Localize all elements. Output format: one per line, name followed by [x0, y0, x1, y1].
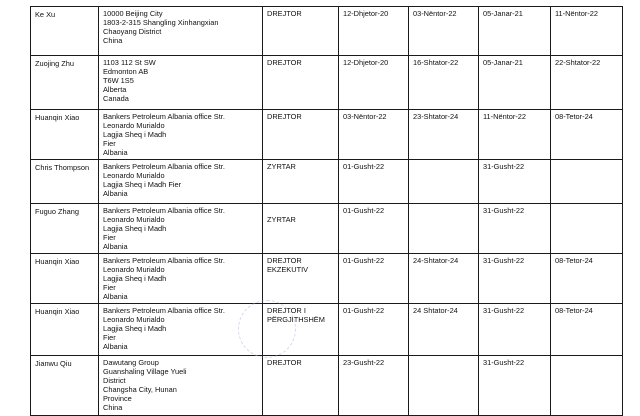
date-cell: 01-Gusht-22	[339, 204, 409, 254]
date-cell	[409, 204, 479, 254]
date-cell	[551, 204, 623, 254]
address-line: China	[103, 36, 123, 45]
address-cell	[99, 204, 263, 254]
date-cell: 31-Gusht-22	[479, 204, 551, 254]
date-cell: 08-Tetor-24	[551, 304, 623, 356]
table-body	[31, 7, 623, 416]
date-cell: 05-Janar-21	[479, 56, 551, 110]
address-line: Fier	[103, 283, 116, 292]
address-line: 1803-2-315 Shangling Xinhangxian	[103, 18, 219, 27]
date-cell: 24-Shtator-24	[409, 254, 479, 304]
position-line: DREJTOR	[267, 112, 302, 121]
date-cell: 08-Tetor-24	[551, 254, 623, 304]
address-line: Fier	[103, 139, 116, 148]
address-line: Bankers Petroleum Albania office Str.	[103, 306, 225, 315]
address-cell	[99, 254, 263, 304]
address-line: Guanshaling Village Yueli	[103, 367, 187, 376]
date-cell: 31-Gusht-22	[479, 254, 551, 304]
date-cell: 11-Nëntor-22	[479, 110, 551, 160]
date-cell: 03-Nëntor-22	[409, 7, 479, 56]
address-cell	[99, 356, 263, 416]
table-row	[31, 356, 623, 416]
address-line: Albania	[103, 148, 128, 157]
date-cell: 23-Gusht-22	[339, 356, 409, 416]
position-line: DREJTOR	[267, 58, 302, 67]
date-cell: 01-Gusht-22	[339, 160, 409, 204]
address-line: Edmonton AB	[103, 67, 149, 76]
position-line	[267, 206, 334, 215]
position-cell	[263, 160, 339, 204]
address-line: Albania	[103, 342, 128, 351]
date-cell: 16-Shtator-22	[409, 56, 479, 110]
date-cell: 12-Dhjetor-20	[339, 7, 409, 56]
address-line: 10000 Beijing City	[103, 9, 163, 18]
address-line: Albania	[103, 242, 128, 251]
address-line: Chaoyang District	[103, 27, 162, 36]
address-cell	[99, 160, 263, 204]
date-cell: 05-Janar-21	[479, 7, 551, 56]
address-cell	[99, 7, 263, 56]
address-line: Province	[103, 394, 132, 403]
position-line: DREJTOR	[267, 256, 302, 265]
position-cell	[263, 7, 339, 56]
address-line: Leonardo Murialdo	[103, 121, 165, 130]
date-cell: 24 Shtator-24	[409, 304, 479, 356]
address-line: Fier	[103, 333, 116, 342]
address-line: Leonardo Murialdo	[103, 171, 165, 180]
position-line: ZYRTAR	[267, 215, 296, 224]
name-cell: Chris Thompson	[31, 160, 99, 204]
stamp-watermark	[238, 300, 296, 358]
address-line: Lagjia Sheq i Madh	[103, 324, 167, 333]
address-line: Leonardo Murialdo	[103, 215, 165, 224]
table-row	[31, 7, 623, 56]
table-row	[31, 304, 623, 356]
date-cell: 31-Gusht-22	[479, 160, 551, 204]
address-line: Bankers Petroleum Albania office Str.	[103, 256, 225, 265]
position-cell	[263, 204, 339, 254]
name-cell: Jianwu Qiu	[31, 356, 99, 416]
address-line: Alberta	[103, 85, 127, 94]
address-line: Bankers Petroleum Albania office Str.	[103, 206, 225, 215]
address-line: Albania	[103, 292, 128, 301]
address-line: Leonardo Murialdo	[103, 315, 165, 324]
address-line: Fier	[103, 233, 116, 242]
position-cell	[263, 356, 339, 416]
address-line: Lagjia Sheq i Madh Fier	[103, 180, 182, 189]
position-cell	[263, 254, 339, 304]
name-cell: Zuojing Zhu	[31, 56, 99, 110]
date-cell: 01-Gusht-22	[339, 254, 409, 304]
date-cell: 31-Gusht-22	[479, 304, 551, 356]
name-cell: Ke Xu	[31, 7, 99, 56]
address-line: China	[103, 403, 123, 412]
address-line: Bankers Petroleum Albania office Str.	[103, 112, 225, 121]
name-cell: Fuguo Zhang	[31, 204, 99, 254]
address-line: Dawutang Group	[103, 358, 159, 367]
position-line: DREJTOR	[267, 9, 302, 18]
date-cell	[409, 356, 479, 416]
position-cell	[263, 56, 339, 110]
position-line: DREJTOR	[267, 358, 302, 367]
date-cell: 03-Nëntor-22	[339, 110, 409, 160]
address-line: T6W 1S5	[103, 76, 134, 85]
name-cell: Huanqin Xiao	[31, 304, 99, 356]
table-row	[31, 110, 623, 160]
date-cell: 11-Nëntor-22	[551, 7, 623, 56]
address-line: Leonardo Murialdo	[103, 265, 165, 274]
address-line: 1103 112 St SW	[103, 58, 156, 67]
address-line: District	[103, 376, 126, 385]
date-cell: 08-Tetor-24	[551, 110, 623, 160]
position-line: ZYRTAR	[267, 162, 296, 171]
address-line: Lagjia Sheq i Madh	[103, 274, 167, 283]
address-line: Lagjia Sheq i Madh	[103, 224, 167, 233]
table-row	[31, 254, 623, 304]
name-cell: Huanqin Xiao	[31, 110, 99, 160]
officers-table	[30, 6, 623, 416]
date-cell: 12-Dhjetor-20	[339, 56, 409, 110]
address-cell	[99, 56, 263, 110]
date-cell	[409, 160, 479, 204]
address-cell	[99, 110, 263, 160]
position-cell	[263, 110, 339, 160]
date-cell: 01-Gusht-22	[339, 304, 409, 356]
date-cell: 22-Shtator-22	[551, 56, 623, 110]
table-row	[31, 204, 623, 254]
position-line: DREJTOR I	[267, 306, 306, 315]
name-cell: Huanqin Xiao	[31, 254, 99, 304]
date-cell	[551, 356, 623, 416]
address-line: Canada	[103, 94, 129, 103]
date-cell: 31-Gusht-22	[479, 356, 551, 416]
address-line: Bankers Petroleum Albania office Str.	[103, 162, 225, 171]
position-line: PËRGJITHSHËM	[267, 315, 325, 324]
table-row	[31, 160, 623, 204]
address-line: Lagjia Sheq i Madh	[103, 130, 167, 139]
address-line: Changsha City, Hunan	[103, 385, 177, 394]
date-cell: 23-Shtator-24	[409, 110, 479, 160]
table-row	[31, 56, 623, 110]
position-line: EKZEKUTIV	[267, 265, 309, 274]
date-cell	[551, 160, 623, 204]
address-line: Albania	[103, 189, 128, 198]
